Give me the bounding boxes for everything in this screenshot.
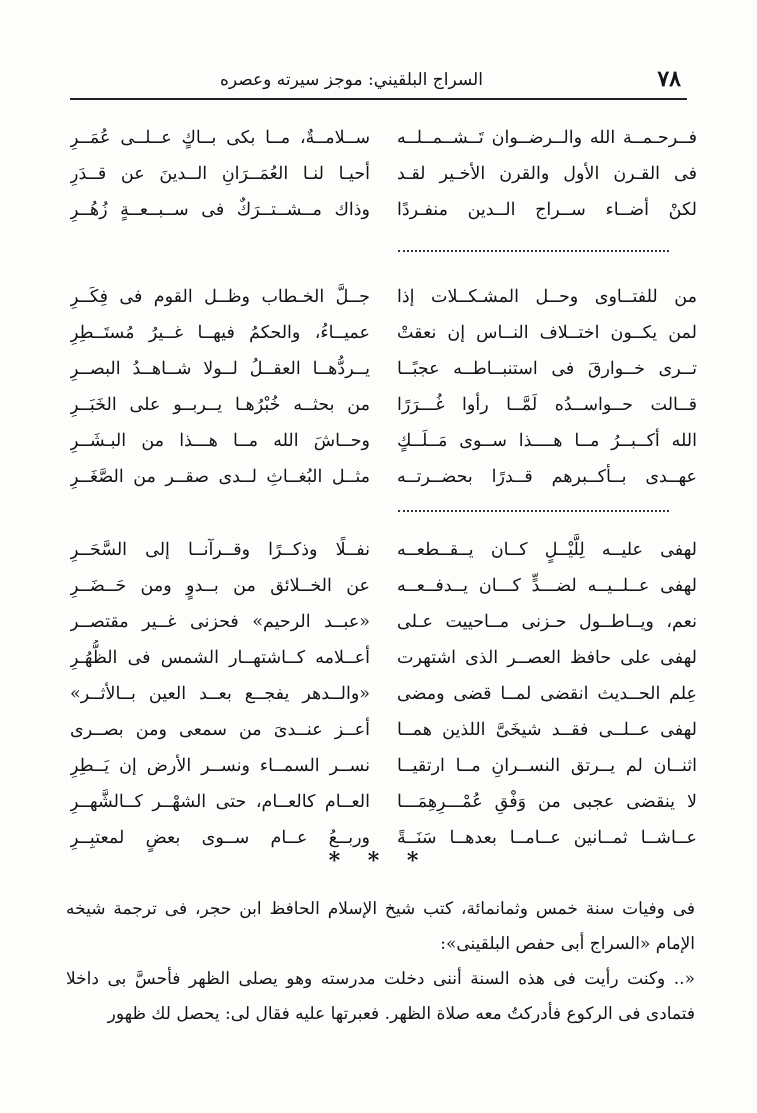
paragraph: فى وفيات سنة خمس وثمانمائة، كتب شيخ الإسلام الحافظ ابن حجر، فى ترجمة شيخه الإمام «السراج أبى حفص البلقينى»: bbox=[66, 899, 695, 954]
verse-half: ســلامــةٌ، مــا بكى بــاكٍ عــلــى عُمَــرِ bbox=[70, 128, 370, 148]
verse-column-left bbox=[70, 279, 370, 495]
running-title: السراج البلقيني: موجز سيرته وعصره bbox=[220, 70, 483, 90]
poem-section-2 bbox=[70, 279, 697, 495]
verse-half: لهفى عليــه لِلَّيْــلٍ كــان يــقــطعــه bbox=[397, 540, 697, 560]
verse-half: جــلَّ الخـطاب وظــل القوم فى فِكَــرِ bbox=[70, 287, 370, 307]
verse-half: يــردُّهــا العقــلُ لــولا شــاهــدُ البصــرِ bbox=[70, 359, 370, 379]
verse-half: عهــدى بــأكــبرهم قــدرًا بحضــرتــه bbox=[397, 467, 697, 487]
verse-half: أعــلامه كــاشتهــار الشمس فى الظُّهُـرِ bbox=[70, 648, 370, 668]
verse-half: اثنــان لم يــرتق النســرانِ مــا ارتقيــا bbox=[397, 756, 697, 776]
verse-column-right bbox=[397, 279, 697, 495]
poem-section-1 bbox=[70, 120, 697, 228]
verse-half: تــرى خــوارقَ فى استنبــاطــه عجبًــا bbox=[397, 359, 697, 379]
verse-half: فى القـرن الأول والقرن الأخـير لقـد bbox=[397, 164, 697, 184]
verse-half: «والــدهر يفجــع بعــد العين بــالأثــر» bbox=[70, 684, 370, 704]
verse-column-right bbox=[397, 120, 697, 228]
verse-half: فــرحـمــة الله والــرضــوان تَــشــمــلــه bbox=[397, 128, 697, 148]
verse-half: لمن يكــون اختــلاف النــاس إن نعقتْ bbox=[397, 323, 697, 343]
verse-half: لهفى عــلــيــه لضـــدٍّ كـــان يــدفــعــه bbox=[397, 576, 697, 596]
page-header bbox=[70, 62, 687, 100]
prose-text bbox=[66, 892, 695, 1032]
poem-section-3 bbox=[70, 532, 697, 856]
verse-half: من للفتــاوى وحــل المشـكــلات إذا bbox=[397, 287, 697, 307]
verse-half: أحيـا لنـا العُمَــرَانِ الــدينَ عن قــدَرِ bbox=[70, 164, 370, 184]
verse-half: عميــاءُ، والحكمُ فيهــا غــيرُ مُستَــطِرِ bbox=[70, 323, 370, 343]
verse-half: عِلم الحــديث انقضى لمــا قضى ومضى bbox=[397, 684, 697, 704]
section-divider-stars: * * * bbox=[328, 848, 429, 874]
dotted-separator bbox=[398, 250, 669, 252]
dotted-separator bbox=[398, 510, 669, 512]
verse-half: قــالت حــواســدُه لَمَّــا رأوا غُـــرَرًا bbox=[397, 395, 697, 415]
verse-half: وحــاشَ الله مــا هـــذا من البـشَــرِ bbox=[70, 431, 370, 451]
verse-column-left bbox=[70, 532, 370, 856]
verse-half: نفــلًا وذكــرًا وقــرآنــا إلى السَّحَــرِ bbox=[70, 540, 370, 560]
verse-half: «عبــد الرحيم» فحزنى غــير مقتصــر bbox=[70, 612, 370, 632]
verse-column-left bbox=[70, 120, 370, 228]
verse-half: عن الخــلائق من بــدوٍ ومن حَــضَــرِ bbox=[70, 576, 370, 596]
verse-half: نســر السمــاء ونســر الأرض إن يَــطِرِ bbox=[70, 756, 370, 776]
verse-half: العــام كالعــام، حتى الشهْــر كــالشَّهــرِ bbox=[70, 792, 370, 812]
verse-half: لهفى عــلــى فقــد شيخَىَّ اللذين همــا bbox=[397, 720, 697, 740]
verse-half: وربــعُ عــام ســوى بعضٍ لمعتبِــرِ bbox=[70, 828, 370, 848]
verse-half: الله أكــبــرُ مــا هــــذا ســوى مَــلَــكٍ bbox=[397, 431, 697, 451]
paragraph: «.. وكنت رأيت فى هذه السنة أننى دخلت مدرسته وهو يصلى الظهر فأحسَّ بى داخلا فتمادى فى الركوع فأدركتُ معه صلاة الظهر. فعبرتها عليه فقال لى: يحصل لك ظهور bbox=[66, 969, 695, 1024]
verse-half: من بحثــه خُبْرُهـا يــربــو على الخَبَــرِ bbox=[70, 395, 370, 415]
verse-half: عــاشــا ثمــانين عــامــا بعدهــا سَنَــةً bbox=[397, 828, 697, 848]
verse-column-right bbox=[397, 532, 697, 856]
page-number: ٧٨ bbox=[657, 66, 681, 92]
verse-half: لكنْ أضــاء ســراج الــدين منفـردًا bbox=[397, 200, 697, 220]
verse-half: وذاك مــشــتــرَكٌ فى ســبــعــةٍ زُهُــرِ bbox=[70, 200, 370, 220]
verse-half: لا ينقضى عجبى من وَفْقِ عُمْـــرِهِمَـــا bbox=[397, 792, 697, 812]
verse-half: أعــز عنــدىَ من سمعى ومن بصــرى bbox=[70, 720, 370, 740]
verse-half: مثــل البُغــاثِ لــدى صقــر من الصَّغَــرِ bbox=[70, 467, 370, 487]
verse-half: لهفى على حافظ العصــر الذى اشتهرت bbox=[397, 648, 697, 668]
verse-half: نعم، ويــاطــول حـزنى مــاحييت عـلى bbox=[397, 612, 697, 632]
